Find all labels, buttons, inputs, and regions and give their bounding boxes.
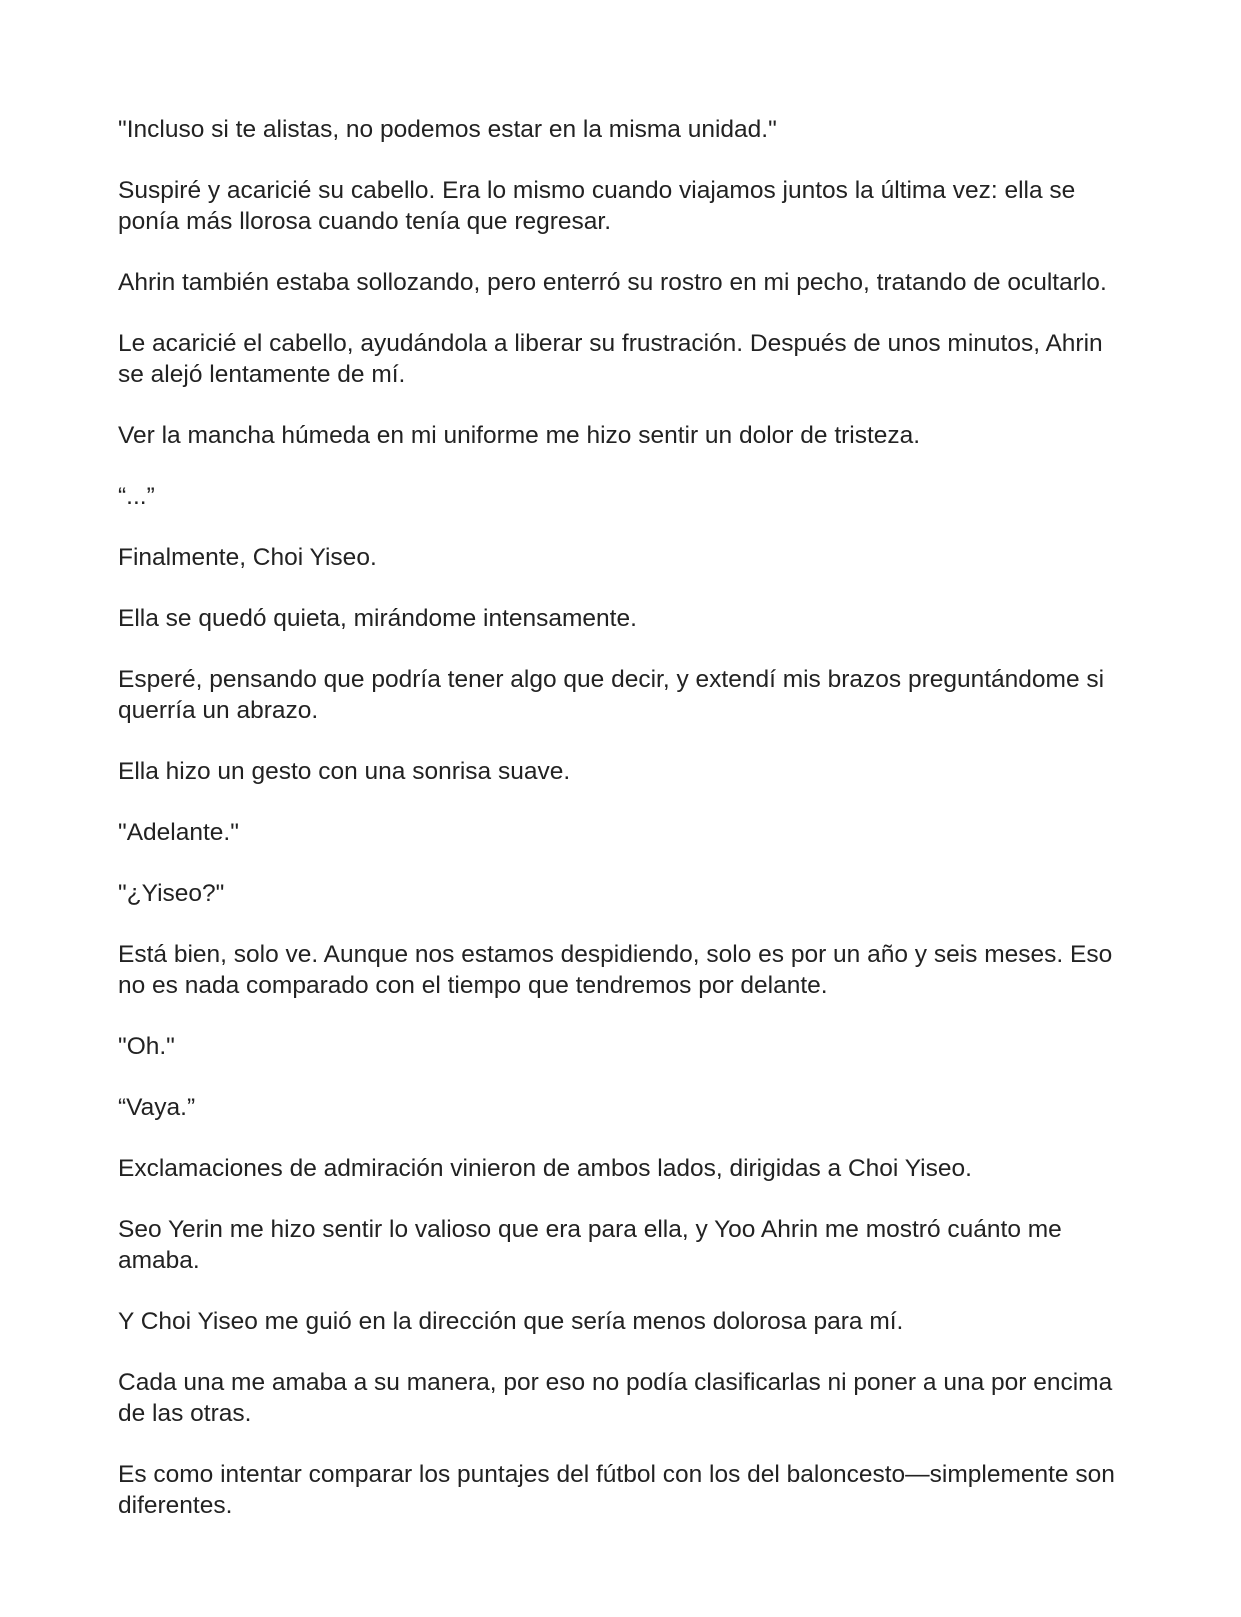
paragraph: “...” — [118, 483, 155, 510]
paragraph: "¿Yiseo?" — [118, 880, 225, 907]
paragraph: "Adelante." — [118, 819, 239, 846]
paragraph: "Incluso si te alistas, no podemos estar en la misma unidad." — [118, 116, 777, 143]
paragraph: Exclamaciones de admiración vinieron de ambos lados, dirigidas a Choi Yiseo. — [118, 1155, 972, 1182]
paragraph: Cada una me amaba a su manera, por eso no podía clasificarlas ni poner a una por encima de las otras. — [118, 1369, 1113, 1427]
paragraph: Suspiré y acaricié su cabello. Era lo mismo cuando viajamos juntos la última vez: ella se ponía más llorosa cuando tenía que regresar. — [118, 177, 1076, 235]
paragraph: Es como intentar comparar los puntajes del fútbol con los del baloncesto—simplemente son diferentes. — [118, 1461, 1115, 1519]
paragraph: Seo Yerin me hizo sentir lo valioso que era para ella, y Yoo Ahrin me mostró cuánto me amaba. — [118, 1216, 1062, 1274]
paragraph: Ella se quedó quieta, mirándome intensamente. — [118, 605, 637, 632]
paragraph: “Vaya.” — [118, 1094, 196, 1121]
paragraph: Está bien, solo ve. Aunque nos estamos despidiendo, solo es por un año y seis meses. Eso no es nada comparado con el tiempo que tendremos por delante. — [118, 941, 1113, 999]
paragraph: Ahrin también estaba sollozando, pero enterró su rostro en mi pecho, tratando de ocultarlo. — [118, 269, 1107, 296]
paragraph: Y Choi Yiseo me guió en la dirección que sería menos dolorosa para mí. — [118, 1308, 904, 1335]
paragraph: Le acaricié el cabello, ayudándola a liberar su frustración. Después de unos minutos, Ahrin se alejó lentamente de mí. — [118, 330, 1103, 388]
paragraph: Finalmente, Choi Yiseo. — [118, 544, 377, 571]
paragraph: Ver la mancha húmeda en mi uniforme me hizo sentir un dolor de tristeza. — [118, 422, 921, 449]
document-body — [118, 114, 1118, 1551]
paragraph: Esperé, pensando que podría tener algo que decir, y extendí mis brazos preguntándome si querría un abrazo. — [118, 666, 1105, 724]
paragraph: "Oh." — [118, 1033, 175, 1060]
paragraph: Ella hizo un gesto con una sonrisa suave. — [118, 758, 571, 785]
